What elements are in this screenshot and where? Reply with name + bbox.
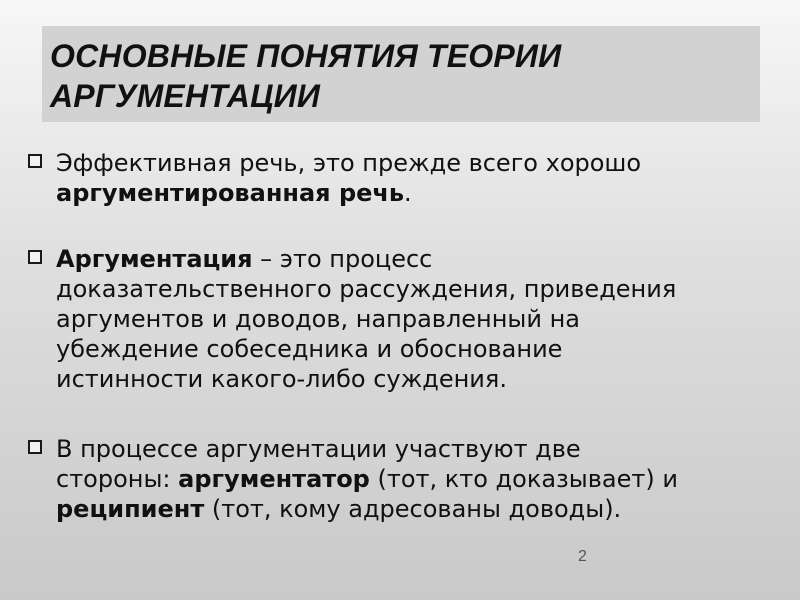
bullet-2-line-2: доказательственного рассуждения, приведения	[56, 275, 677, 303]
title-band	[42, 26, 760, 122]
slide-title-line-1: ОСНОВНЫЕ ПОНЯТИЯ ТЕОРИИ	[50, 38, 562, 74]
bullet-item-effective-speech	[28, 148, 778, 208]
bullet-3-line-3	[56, 494, 778, 524]
bullet-1-line-2	[56, 178, 778, 208]
bullet-3-line-3-tail: (тот, кому адресованы доводы).	[204, 495, 622, 523]
bullet-3-line-1: В процессе аргументации участвуют две	[56, 435, 581, 463]
checkbox-icon	[28, 250, 42, 264]
bullet-1-tail: .	[404, 179, 412, 207]
bullet-3-line-2-start: стороны:	[56, 465, 179, 493]
checkbox-icon	[28, 440, 42, 454]
bullet-3-term-argumentator: аргументатор	[178, 465, 370, 493]
slide-title-line-2: АРГУМЕНТАЦИИ	[50, 78, 321, 114]
bullet-2-line-1	[56, 244, 778, 274]
bullet-3-line-2-tail: (тот, кто доказывает) и	[369, 465, 678, 493]
bullet-2-line-1-tail: – это процесс	[252, 245, 433, 273]
bullet-1-line-1: Эффективная речь, это прежде всего хорошо	[56, 149, 642, 177]
page-number: 2	[578, 548, 587, 565]
bullet-item-parties	[28, 434, 778, 524]
bullet-2-line-5: истинности какого-либо суждения.	[56, 365, 507, 393]
bullet-3-term-recipient: реципиент	[56, 495, 205, 523]
bullet-2-line-4: убеждение собеседника и обоснование	[56, 335, 563, 363]
bullet-2-line-3: аргументов и доводов, направленный на	[56, 305, 581, 333]
bullet-item-argumentation	[28, 244, 778, 394]
bullet-3-line-2	[56, 464, 778, 494]
bullet-1-emphasis: аргументированная речь	[56, 179, 405, 207]
bullet-list	[28, 148, 778, 524]
checkbox-icon	[28, 154, 42, 168]
bullet-2-term: Аргументация	[56, 245, 253, 273]
